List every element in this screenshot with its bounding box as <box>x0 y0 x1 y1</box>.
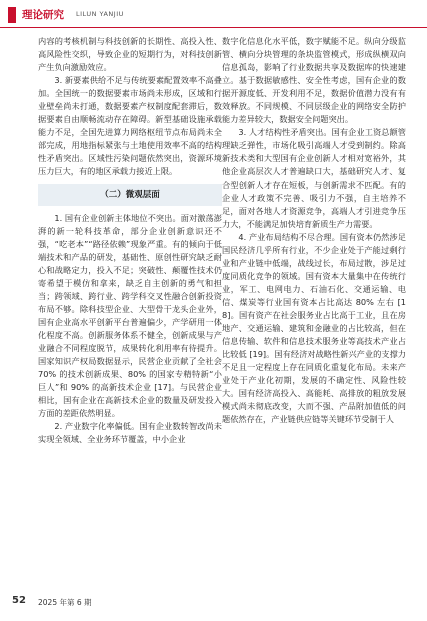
page-footer <box>0 592 427 612</box>
page-header <box>0 0 427 30</box>
journal-pinyin: LILUN YANJIU <box>76 10 124 18</box>
paragraph: 4. 产业布局结构不尽合理。国有资本仍然涉足国民经济几乎所有行业，不少企业处于产能过剩行业和产业链中低端，战线过长，布局过散，涉足过度同质化竞争的领域。国有资本大量集中在传统行业，军工、电网电力、石油石化、交通运输、电信、煤炭等行业国有资本占比高达 80% 左右 [18]。国有资产在社会服务业占比高于工业，且在房地产、交通运输、建筑和金融业的占比较高，但在信息传输、软件和信息技术服务业等高技术产业占比较低 [19]。国有经济对战略性新兴产业的支撑力不足且一定程度上存在同质化重复化布局。未来产业处于产业化初期，发展的不确定性、风险性较大。国有经济高投入、高能耗、高排放的粗放发展模式尚未彻底改变，大而不强、产品附加值低的问题依然存在，产业链供应链等关键环节受制于人 <box>222 231 406 425</box>
section-heading: （二）微观层面 <box>38 184 222 206</box>
header-rule <box>0 27 427 28</box>
journal-title: 理论研究 <box>22 9 64 21</box>
paragraph: 内容的考核机制与科技创新的长期性、高投入性、高风险性交织，导致企业的短期行为，对科技创新产生负向激励效应。 <box>38 36 222 73</box>
left-column <box>38 35 222 446</box>
page-number: 52 <box>12 595 26 606</box>
header-accent-bar <box>8 7 16 23</box>
paragraph: 3. 人才结构性矛盾突出。国有企业工资总额管理缺乏弹性，市场化吸引高端人才受到制约。除高新技术类和大型国有企业创新人才相对宽裕外，其他企业高层次人才普遍缺口大，基础研究人才、复合型创新人才存在短板，与创新需求不匹配。有的企业人才政策不完善、吸引力不强，自主培养不足，面对各地人才资源竞争，高端人才引进竞争压力大，不能满足加快培育新质生产力需要。 <box>222 127 406 229</box>
right-column <box>222 35 406 426</box>
paragraph: 3. 新要素供给不足与传统要素配置效率不高叠加。全国统一的数据要素市场尚未形成，区域和行业壁垒尚未打通，数据要素产权制度配套滞后，数据要素自由顺畅流动存在障碍。新型基础设施承载能力不足，全国先进算力网络枢纽节点布局尚未全部完成，用地指标紧张与土地使用效率不高的结构性矛盾突出。区域性污染问题依然突出，资源环境压力巨大，有的地区承载力接近上限。 <box>38 75 222 177</box>
paragraph: 数字化信息化水平低，数字赋能不足。纵向分级监管、横向分块管理的条块监管模式，形成纵横双向信息孤岛，影响了行业数据共享及数据库的快速建立。基于数据敏感性、安全性考虑，国有企业的数据开源度低、开发利用不足，数据价值潜力没有有效释放。不同规模、不同层级企业的网络安全防护能力差异较大，数据安全问题突出。 <box>222 36 406 125</box>
paragraph: 1. 国有企业创新主体地位不突出。面对激荡澎湃的新一轮科技革命，部分企业创新意识还不强，“吃老本”“路径依赖”现象严重。有的倾向于低端技术和产品的研发，基础性、原创性研究缺乏耐心和战略定力，投入不足；突破性、颠覆性技术仍寄希望于模仿和拿来，缺乏自主创新的勇气和担当；跨领域、跨行业、跨学科交叉性融合创新投资布局不够。除科技型企业、大型骨干龙头企业外，国有企业高水平创新平台普遍偏少，产学研用一体化程度不高。创新服务体系不健全，创新成果与产业融合不同程度脱节，成果转化利用率有待提升。国家知识产权局数据显示，民营企业贡献了全社会 70% 的技术创新成果、80% 的国家专精特新“小巨人”和 90% 的高新技术企业 [17]。与民营企业相比，国有企业在高新技术企业的数量及研发投入方面的差距依然明显。 <box>38 212 222 419</box>
paragraph: 2. 产业数字化率偏低。国有企业数转智改尚未实现全领域、全业务环节覆盖，中小企业 <box>38 421 222 445</box>
issue-label: 2025 年第 6 期 <box>38 598 92 607</box>
